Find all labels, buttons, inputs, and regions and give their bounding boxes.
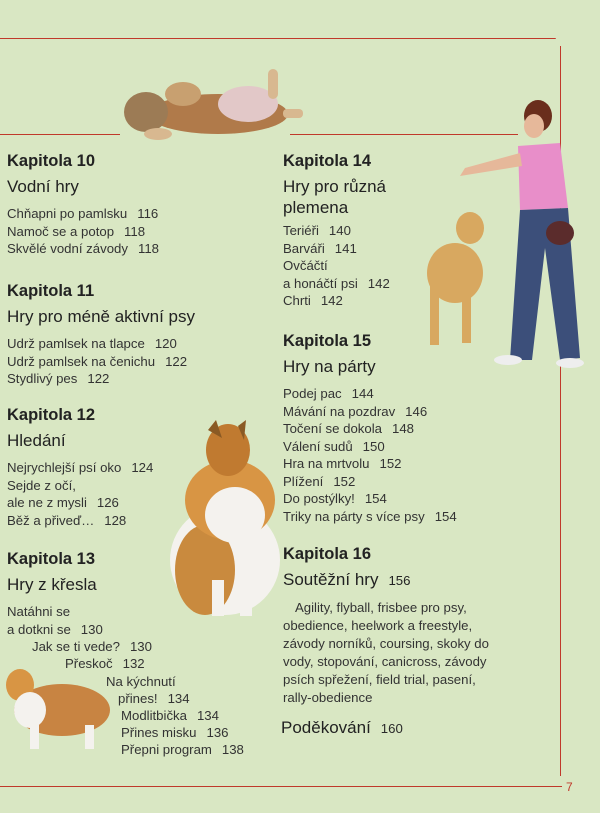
toc-entry[interactable] (283, 420, 543, 438)
entry-text: Nejrychlejší psí oko (7, 460, 122, 475)
toc-entry[interactable] (283, 438, 543, 456)
toc-entry[interactable] (7, 335, 277, 353)
page-number: 7 (566, 780, 573, 794)
toc-entry[interactable] (283, 473, 543, 491)
entry-page: 154 (364, 491, 387, 506)
toc-entry[interactable] (121, 707, 219, 725)
entry-text: Přepni program (121, 742, 212, 757)
entry-page: 128 (104, 512, 127, 528)
toc-entry[interactable] (32, 638, 152, 656)
acknowledgements-page: 160 (380, 721, 403, 736)
toc-entry[interactable] (283, 222, 483, 240)
entry-page: 148 (391, 421, 414, 436)
entry-page: 142 (367, 275, 390, 291)
toc-entry[interactable] (283, 257, 483, 275)
toc-entry[interactable] (7, 477, 207, 495)
entry-page: 140 (328, 223, 351, 238)
chapter-15-label: Kapitola 15 (283, 332, 372, 350)
entry-text: Válení sudů (283, 438, 353, 454)
entry-page: 141 (334, 240, 357, 256)
toc-entry[interactable] (283, 275, 483, 293)
chapter-16-title-row[interactable] (283, 569, 543, 591)
entry-text: Jak se ti vede? (32, 639, 120, 654)
entry-text: Udrž pamlsek na tlapce (7, 336, 145, 351)
entry-page: 150 (362, 438, 385, 454)
entry-page: 118 (137, 241, 159, 256)
chapter-15-title: Hry na párty (283, 357, 376, 376)
entry-text: Chňapni po pamlsku (7, 206, 128, 221)
entry-page: 124 (131, 460, 154, 475)
chapter-16-title: Soutěžní hry (283, 570, 379, 589)
chapter-13 (7, 548, 267, 603)
toc-entry[interactable] (7, 240, 277, 258)
separator-line-left (0, 134, 120, 135)
description-line: závody norníků, coursing, skoky do (283, 636, 489, 651)
description-line: rally-obedience (283, 690, 373, 705)
entry-page: 152 (333, 473, 356, 489)
entry-text: Přeskoč (65, 656, 113, 671)
frame-top-line (0, 38, 556, 39)
chapter-13-title: Hry z křesla (7, 575, 97, 594)
chapter-16-page: 156 (388, 573, 411, 588)
chapter-11 (7, 280, 277, 388)
toc-entry[interactable] (121, 741, 244, 759)
toc-entry[interactable] (7, 353, 277, 371)
entry-text: Modlitbička (121, 708, 187, 723)
toc-entry[interactable] (118, 690, 190, 708)
chapter-10 (7, 150, 277, 258)
toc-entry[interactable] (7, 205, 277, 223)
toc-entry[interactable] (283, 455, 543, 473)
chapter-12-title: Hledání (7, 431, 66, 450)
entry-page: 118 (124, 223, 146, 239)
chapter-15 (283, 330, 543, 525)
entry-text: Běž a přiveď… (7, 512, 95, 528)
entry-text: Skvělé vodní závody (7, 241, 128, 256)
entry-page: 126 (96, 495, 119, 510)
toc-entry[interactable] (121, 724, 229, 742)
entry-text: Na kýchnutí (106, 674, 176, 689)
frame-bottom-line (0, 786, 562, 787)
chapter-16 (283, 543, 543, 707)
entry-page: 138 (221, 742, 244, 757)
toc-entry[interactable] (7, 603, 70, 621)
entry-page: 142 (320, 293, 343, 308)
entry-page: 146 (405, 403, 428, 419)
toc-entry[interactable] (7, 512, 207, 530)
toc-entry[interactable] (283, 508, 543, 526)
chapter-14-label: Kapitola 14 (283, 152, 372, 170)
toc-entry[interactable] (283, 403, 543, 421)
dog-lying-on-back-photo (118, 64, 303, 144)
chapter-14-title (283, 176, 483, 218)
description-line: obedience, heelwork a freestyle, (283, 618, 473, 633)
entry-text: Triky na párty s více psy (283, 508, 425, 524)
entry-page: 144 (351, 386, 374, 401)
entry-page: 132 (122, 656, 145, 671)
toc-entry[interactable] (106, 673, 176, 691)
chapter-14-title-line2: plemena (283, 198, 349, 217)
description-line: psích spřežení, field trial, pasení, (283, 672, 476, 687)
entry-page: 122 (87, 371, 110, 386)
entry-page: 116 (137, 206, 159, 221)
chapter-12-label: Kapitola 12 (7, 406, 96, 424)
toc-entry[interactable] (283, 385, 543, 403)
chapter-16-label: Kapitola 16 (283, 545, 372, 563)
entry-text: Teriéři (283, 223, 319, 238)
entry-page: 130 (80, 622, 103, 637)
entry-text: Hra na mrtvolu (283, 456, 370, 471)
entry-text: a dotkni se (7, 622, 71, 637)
entry-page: 136 (206, 725, 229, 740)
entry-text: Barváři (283, 240, 325, 256)
entry-text: Ovčáčtí (283, 258, 328, 273)
entry-page: 134 (167, 691, 190, 706)
chapter-11-title: Hry pro méně aktivní psy (7, 307, 196, 326)
toc-entry[interactable] (283, 240, 483, 258)
toc-entry[interactable] (7, 223, 277, 241)
toc-entry[interactable] (7, 459, 207, 477)
chapter-16-description (283, 599, 523, 707)
entry-text: Do postýlky! (283, 491, 355, 506)
acknowledgements[interactable] (281, 717, 403, 738)
entry-page: 122 (165, 353, 188, 369)
entry-page: 134 (196, 708, 219, 723)
toc-entry[interactable] (7, 494, 207, 512)
description-line: vody, stopování, canicross, závody (283, 654, 487, 669)
chapter-12 (7, 404, 207, 529)
acknowledgements-label: Poděkování (281, 718, 371, 737)
chapter-14-title-line1: Hry pro různá (283, 177, 386, 196)
chapter-10-title: Vodní hry (7, 177, 79, 196)
toc-entry[interactable] (65, 655, 145, 673)
entry-page: 152 (379, 456, 402, 471)
entry-text: přines! (118, 691, 158, 706)
entry-text: Přines misku (121, 725, 197, 740)
toc-entry[interactable] (283, 292, 483, 310)
toc-entry[interactable] (7, 370, 277, 388)
entry-text: Plížení (283, 473, 324, 489)
entry-text: Mávání na pozdrav (283, 403, 396, 419)
entry-text: Namoč se a potop (7, 223, 115, 239)
entry-page: 154 (434, 508, 457, 524)
entry-text: Udrž pamlsek na čenichu (7, 353, 156, 369)
entry-text: Stydlivý pes (7, 371, 78, 386)
entry-text: ale ne z mysli (7, 495, 87, 510)
entry-page: 120 (154, 336, 177, 351)
chapter-11-label: Kapitola 11 (7, 282, 95, 300)
entry-text: Podej pac (283, 386, 342, 401)
entry-page: 130 (129, 639, 152, 654)
description-line: Agility, flyball, frisbee pro psy, (295, 600, 467, 615)
entry-text: Sejde z očí, (7, 477, 76, 493)
entry-text: Točení se dokola (283, 421, 382, 436)
entry-text: Natáhni se (7, 604, 71, 619)
chapter-14 (283, 150, 483, 310)
chapter-10-label: Kapitola 10 (7, 152, 96, 170)
toc-entry[interactable] (283, 490, 543, 508)
toc-entry[interactable] (7, 621, 103, 639)
entry-text: a honáčtí psi (283, 275, 358, 291)
chapter-13-label: Kapitola 13 (7, 550, 96, 568)
entry-text: Chrti (283, 293, 311, 308)
